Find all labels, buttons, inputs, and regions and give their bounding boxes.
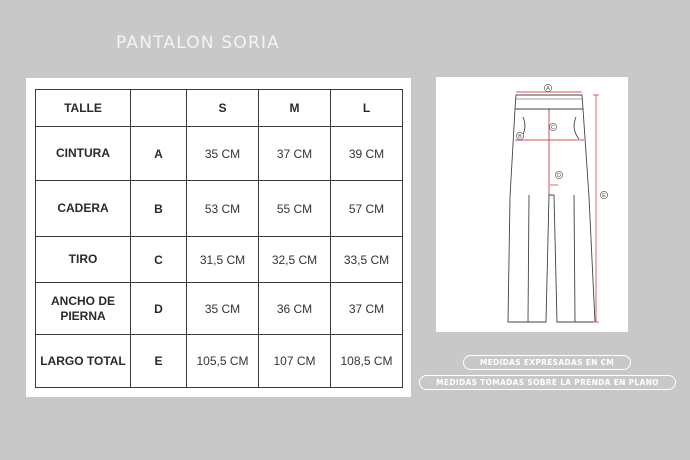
- header-size-l: L: [331, 90, 403, 127]
- header-size-m: M: [259, 90, 331, 127]
- row-letter: C: [131, 237, 187, 283]
- cell-value: 105,5 CM: [187, 335, 259, 388]
- header-size-s: S: [187, 90, 259, 127]
- row-label-ancho-de-pierna: ANCHO DE PIERNA: [36, 283, 131, 335]
- row-letter: B: [131, 181, 187, 237]
- cell-value: 35 CM: [187, 283, 259, 335]
- cell-value: 37 CM: [259, 127, 331, 181]
- cell-value: 36 CM: [259, 283, 331, 335]
- cell-value: 33,5 CM: [331, 237, 403, 283]
- marker-e: E: [602, 193, 606, 199]
- row-label-cintura: CINTURA: [36, 127, 131, 181]
- measure-lines: [515, 92, 599, 322]
- measurement-diagram-card: [436, 77, 628, 332]
- cell-value: 32,5 CM: [259, 237, 331, 283]
- marker-c: C: [551, 125, 555, 131]
- row-label-cadera: CADERA: [36, 181, 131, 237]
- cell-value: 35 CM: [187, 127, 259, 181]
- cell-value: 53 CM: [187, 181, 259, 237]
- table-row: [36, 237, 403, 283]
- header-letter: [131, 90, 187, 127]
- marker-a: A: [546, 86, 550, 92]
- cell-value: 31,5 CM: [187, 237, 259, 283]
- cell-value: 108,5 CM: [331, 335, 403, 388]
- table-row: [36, 181, 403, 237]
- marker-b: B: [518, 134, 522, 140]
- header-talle: TALLE: [36, 90, 131, 127]
- cell-value: 57 CM: [331, 181, 403, 237]
- row-label-tiro: TIRO: [36, 237, 131, 283]
- table-header-row: [36, 90, 403, 127]
- row-label-largo-total: LARGO TOTAL: [36, 335, 131, 388]
- units-note-badge: MEDIDAS EXPRESADAS EN CM: [463, 355, 631, 370]
- page-title: PANTALON SORIA: [116, 33, 280, 53]
- cell-value: 37 CM: [331, 283, 403, 335]
- row-letter: D: [131, 283, 187, 335]
- size-table-card: [26, 78, 411, 397]
- row-letter: A: [131, 127, 187, 181]
- table-row: [36, 283, 403, 335]
- table-row: [36, 127, 403, 181]
- size-table: [35, 89, 403, 388]
- cell-value: 39 CM: [331, 127, 403, 181]
- marker-d: D: [557, 173, 561, 179]
- cell-value: 107 CM: [259, 335, 331, 388]
- method-note-badge: MEDIDAS TOMADAS SOBRE LA PRENDA EN PLANO: [419, 375, 676, 390]
- row-letter: E: [131, 335, 187, 388]
- pants-measurement-diagram: [436, 77, 628, 332]
- table-row: [36, 335, 403, 388]
- markers: [516, 84, 607, 199]
- cell-value: 55 CM: [259, 181, 331, 237]
